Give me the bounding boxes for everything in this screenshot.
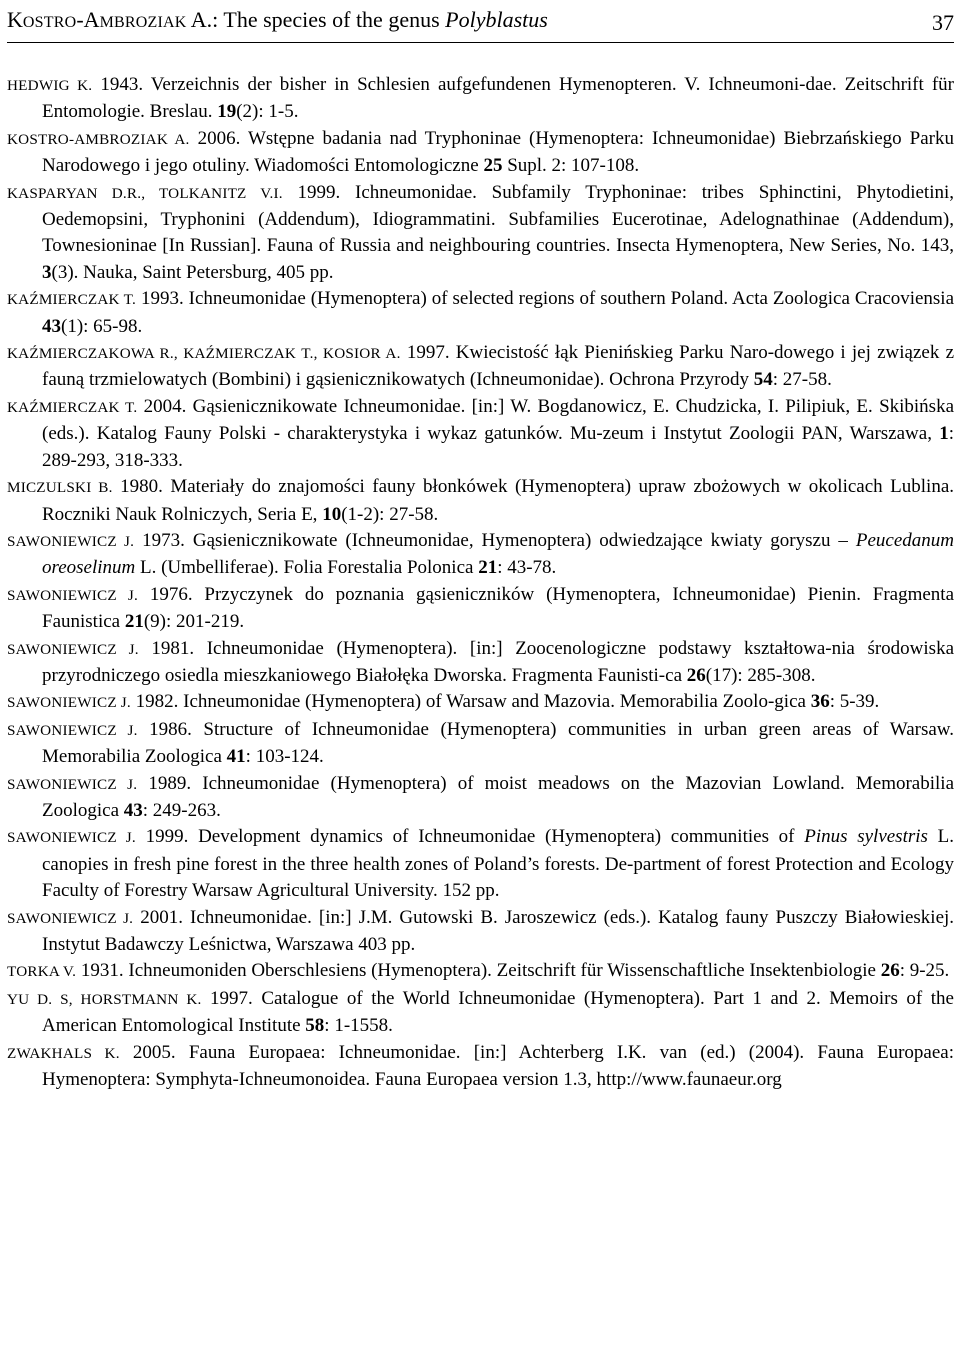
reference-entry [7, 636, 954, 690]
reference-tail: : 43-78. [497, 557, 557, 579]
reference-text: Verzeichnis der bisher in Schlesien aufgefundenen Hymenopteren. V. Ichneumoni-dae. Zeitschrift für Entomologie. Breslau. [42, 74, 954, 123]
reference-text: Przyczynek do poznania gąsieniczników (Hymenoptera, Ichneumonidae) Pienin. Fragmenta Faunistica [42, 583, 955, 633]
reference-year: 1980. [120, 476, 163, 498]
reference-volume: 21 [124, 611, 144, 633]
reference-year: 2005. [132, 1041, 176, 1063]
reference-text-pre: Development dynamics of Ichneumonidae (Hymenoptera) communities of [198, 826, 805, 848]
reference-authors: KASPARYAN D.R., TOLKANITZ V.I. [7, 184, 283, 202]
reference-entry [7, 582, 954, 636]
reference-tail: (2): 1-5. [236, 101, 299, 123]
reference-text: Structure of Ichneumonidae (Hymenoptera) communities in urban green areas of Warsaw. Memorabilia Zoologica [42, 718, 955, 768]
reference-list [7, 72, 954, 1093]
reference-text: Ichneumonidae. Subfamily Tryphoninae: tribes Sphinctini, Phytodietini, Oedemopsini, Tryphonini (Addendum), Idiogrammatini. Subfamilies Eucerotinae, Adelognathinae (Addendum), Townesioninae [In Russian]. Fauna of Russia and neighbouring countries. Insecta Hymenoptera, New Series, No. 143, [42, 181, 955, 257]
reference-year: 2006. [197, 127, 241, 149]
reference-tail: : 1-1558. [324, 1015, 393, 1037]
reference-entry [7, 126, 954, 180]
reference-year: 1943. [100, 74, 144, 95]
reference-entry [7, 824, 954, 904]
reference-text: Ichneumonidae (Hymenoptera) of selected regions of southern Poland. Acta Zoologica Cracoviensia [188, 288, 955, 310]
reference-volume: 36 [810, 691, 830, 713]
reference-volume: 43 [123, 799, 143, 821]
reference-volume: 26 [880, 960, 900, 982]
reference-volume: 10 [322, 503, 342, 525]
reference-entry [7, 394, 954, 474]
reference-entry [7, 905, 954, 959]
reference-authors: HEDWIG K. [7, 77, 93, 94]
reference-tail: (17): 285-308. [705, 664, 816, 686]
reference-tail: : 289-293, 318-333. [42, 423, 954, 471]
reference-year: 1981. [151, 637, 195, 659]
reference-year: 1997. [210, 987, 253, 1009]
reference-year: 1993. [140, 288, 184, 310]
reference-authors: KAŹMIERCZAK T. [7, 291, 136, 309]
reference-tail: (9): 201-219. [143, 611, 245, 633]
reference-text: Ichneumonidae (Hymenoptera) of moist meadows on the Mazovian Lowland. Memorabilia Zoologica [42, 772, 954, 821]
reference-volume: 58 [305, 1015, 325, 1037]
reference-authors: SAWONIEWICZ J. [7, 694, 131, 712]
reference-entry [7, 717, 954, 771]
reference-tail: : 5-39. [829, 691, 880, 713]
reference-authors: TORKA V. [7, 963, 77, 981]
reference-text: Ichneumonidae. [in:] J.M. Gutowski B. Jaroszewicz (eds.). Katalog fauny Puszczy Białowieskiej. Instytut Badawczy Leśnictwa, Warszawa 403 pp. [42, 906, 955, 955]
reference-tail: : 27-58. [772, 369, 832, 391]
reference-text: Ichneumoniden Oberschlesiens (Hymenoptera). Zeitschrift für Wissenschaftliche Insektenbiologie [128, 960, 881, 982]
reference-authors: SAWONIEWICZ J. [7, 640, 139, 658]
reference-taxon-italic: Peucedanum oreoselinum [42, 529, 955, 579]
reference-volume: 43 [42, 315, 61, 337]
reference-authors: MICZULSKI B. [7, 479, 113, 497]
reference-entry [7, 958, 954, 985]
reference-text: Catalogue of the World Ichneumonidae (Hymenoptera). Part 1 and 2. Memoirs of the American Entomological Institute [42, 987, 954, 1037]
reference-year: 1931. [80, 960, 124, 982]
header-rule [7, 42, 954, 43]
reference-text: Gąsienicznikowate Ichneumonidae. [in:] W. Bogdanowicz, E. Chudzicka, I. Pilipiuk, E. Skibińska (eds.). Katalog Fauny Polski - charakterystyka i wykaz gatunków. Mu-zeum i Instytut Zoologii PAN, Warszawa, [42, 395, 955, 445]
reference-year: 2001. [140, 906, 183, 928]
running-head [7, 0, 954, 34]
reference-entry [7, 286, 954, 340]
page-number: 37 [932, 10, 954, 35]
reference-entry [7, 72, 954, 126]
reference-entry [7, 340, 954, 394]
reference-year: 1982. [135, 691, 179, 713]
reference-year: 1986. [149, 718, 192, 740]
reference-year: 1973. [142, 529, 185, 551]
reference-volume: 41 [226, 746, 246, 768]
reference-authors: ZWAKHALS K. [7, 1044, 120, 1062]
reference-tail: (3). Nauka, Saint Petersburg, 405 pp. [51, 261, 334, 283]
reference-authors: SAWONIEWICZ J. [7, 721, 138, 739]
reference-text: Materiały do znajomości fauny błonkówek (Hymenoptera) upraw zbożowych w okolicach Lublina. Roczniki Nauk Rolniczych, Seria E, [42, 476, 955, 525]
reference-text: Wstępne badania nad Tryphoninae (Hymenoptera: Ichneumonidae) Biebrzańskiego Parku Narodowego i jego otuliny. Wiadomości Entomologiczne [42, 127, 954, 177]
reference-authors: KAŹMIERCZAK T. [7, 398, 138, 416]
reference-volume: 3 [42, 261, 52, 283]
reference-volume: 19 [217, 101, 237, 123]
reference-authors: SAWONIEWICZ J. [7, 532, 135, 550]
reference-volume: 1 [939, 423, 949, 445]
reference-taxon-italic: Pinus sylvestris [804, 826, 928, 848]
reference-tail: Supl. 2: 107-108. [502, 155, 640, 177]
reference-year: 1976. [149, 583, 193, 605]
reference-volume: 25 [483, 155, 503, 177]
reference-text-pre: Gąsienicznikowate (Ichneumonidae, Hymenoptera) odwiedzające kwiaty goryszu – [192, 529, 856, 551]
reference-year: 1999. [297, 181, 341, 203]
reference-volume: 26 [686, 664, 706, 686]
reference-entry [7, 474, 954, 528]
reference-authors: SAWONIEWICZ J. [7, 909, 134, 927]
reference-authors: KAŹMIERCZAKOWA R., KAŹMIERCZAK T., KOSIOR A. [7, 345, 401, 363]
reference-entry [7, 180, 954, 287]
reference-entry [7, 689, 954, 716]
reference-year: 2004. [143, 395, 187, 417]
reference-tail: : 249-263. [142, 799, 221, 821]
reference-text: Fauna Europaea: Ichneumonidae. [in:] Achterberg I.K. van (ed.) (2004). Fauna Europaea: Hymenoptera: Symphyta-Ichneumonoidea. Fauna Europaea version 1.3, http://www.faunaeur.org [42, 1041, 954, 1091]
reference-authors: SAWONIEWICZ J. [7, 586, 138, 604]
reference-entry [7, 528, 954, 582]
reference-text: Ichneumonidae (Hymenoptera). [in:] Zoocenologiczne podstawy kształtowa-nia środowiska przyrodniczego osiedla mieszkaniowego Białołęka Dworska. Fragmenta Faunisti-ca [42, 637, 955, 686]
reference-year: 1999. [145, 826, 189, 848]
reference-authors: KOSTRO-AMBROZIAK A. [7, 130, 190, 148]
reference-tail: (1): 65-98. [61, 315, 143, 337]
reference-volume: 54 [753, 369, 773, 391]
reference-year: 1989. [148, 772, 192, 794]
reference-tail: (1-2): 27-58. [341, 503, 439, 525]
reference-entry [7, 771, 954, 825]
reference-authors: YU D. S, HORSTMANN K. [7, 990, 202, 1008]
reference-text: Ichneumonidae (Hymenoptera) of Warsaw and Mazovia. Memorabilia Zoolo-gica [183, 691, 811, 713]
reference-entry [7, 1040, 954, 1094]
reference-text: L. (Umbelliferae). Folia Forestalia Polonica [135, 557, 479, 579]
reference-entry [7, 986, 954, 1040]
reference-text: L. canopies in fresh pine forest in the three health zones of Poland’s forests. De-partment of forest Protection and Ecology Faculty of Forestry Warsaw Agricultural University. 152 pp. [42, 826, 955, 902]
reference-tail: : 103-124. [245, 746, 324, 768]
reference-tail: : 9-25. [899, 960, 950, 982]
reference-authors: SAWONIEWICZ J. [7, 775, 138, 793]
reference-year: 1997. [406, 342, 450, 364]
reference-volume: 21 [478, 557, 498, 579]
running-title: KOSTRO-AMBROZIAK A.: The species of the genus Polyblastus [7, 7, 548, 32]
reference-authors: SAWONIEWICZ J. [7, 829, 136, 847]
reference-text: Kwiecistość łąk Pienińskieg Parku Naro-dowego i jej związek z fauną trzmielowatych (Bombini) i gąsienicznikowatych (Ichneumonidae). Ochrona Przyrody [42, 342, 954, 391]
